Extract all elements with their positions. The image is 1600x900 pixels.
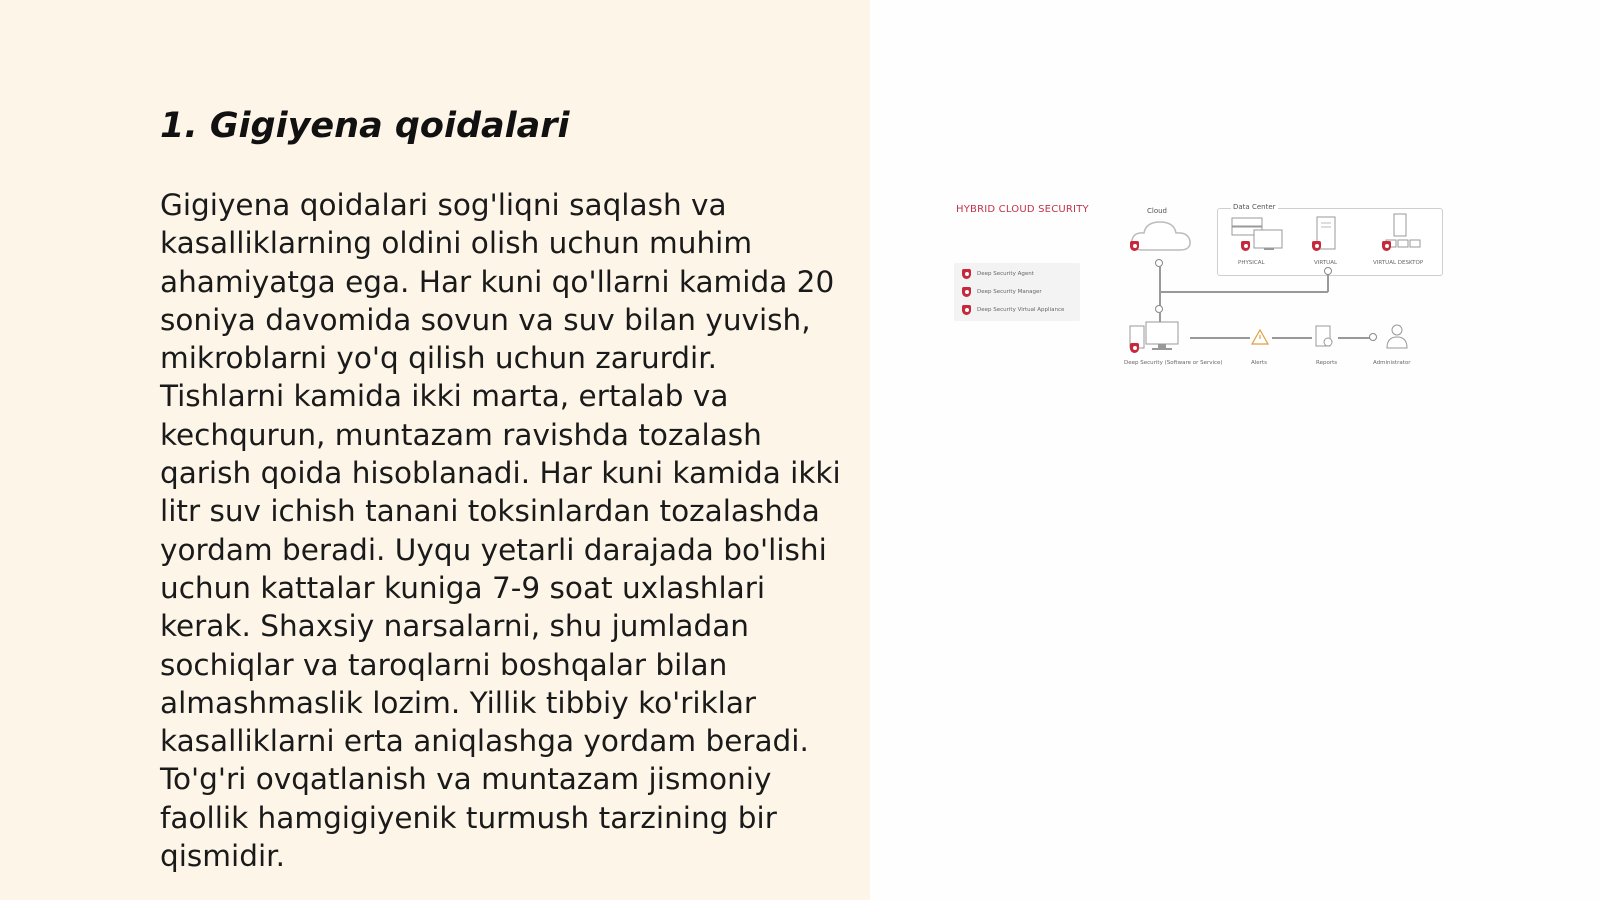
- shield-icon: [1130, 241, 1139, 251]
- connector-line: [1160, 291, 1328, 293]
- legend-item: Deep Security Virtual Appliance: [962, 303, 1064, 317]
- alerts-label: Alerts: [1251, 360, 1267, 366]
- shield-icon: [962, 269, 971, 279]
- slide-title: 1. Gigiyena qoidalari: [160, 106, 570, 146]
- legend-item: Deep Security Agent: [962, 267, 1034, 281]
- connector-line: [1159, 266, 1161, 306]
- administrator-label: Administrator: [1373, 360, 1411, 366]
- connector-node: [1324, 267, 1332, 275]
- shield-icon: [962, 287, 971, 297]
- image-panel: [870, 0, 1600, 900]
- connector-line: [1338, 337, 1372, 339]
- shield-icon: [1382, 241, 1391, 251]
- server-icon: [1230, 216, 1290, 252]
- connector-line: [1327, 273, 1329, 292]
- connector-line: [1190, 337, 1250, 339]
- data-center-label: Data Center: [1233, 203, 1276, 211]
- reports-label: Reports: [1316, 360, 1338, 366]
- deep-security-label: Deep Security (Software or Service): [1124, 360, 1223, 366]
- shield-icon: [962, 305, 971, 315]
- administrator-icon: [1384, 322, 1410, 350]
- diagram-heading: HYBRID CLOUD SECURITY: [956, 204, 1089, 215]
- cloud-label: Cloud: [1147, 207, 1167, 215]
- connector-line: [1272, 337, 1312, 339]
- shield-icon: [1130, 343, 1139, 353]
- diagram-legend: [954, 263, 1080, 321]
- alert-icon: [1250, 328, 1270, 346]
- legend-item: Deep Security Manager: [962, 285, 1042, 299]
- shield-icon: [1241, 241, 1250, 251]
- shield-icon: [1312, 241, 1321, 251]
- slide-body-text: Gigiyena qoidalari sog'liqni saqlash va kasalliklarning oldini olish uchun muhim ahamiyatga ega. Har kuni qo'llarni kamida 20 soniya davomida sovun va suv bilan yuvish, mikroblarni yo'q qilish uchun zarurdir. Tishlarni kamida ikki marta, ertalab va kechqurun, muntazam ravishda tozalash qarish qoida hisoblanadi. Har kuni kamida ikki litr suv ichish tanani toksinlardan tozalashda yordam beradi. Uyqu yetarli darajada bo'lishi uchun kattalar kuniga 7-9 soat uxlashlari kerak. Shaxsiy narsalarni, shu jumladan sochiqlar va taroqlarni boshqalar bilan almashmaslik lozim. Yillik tibbiy ko'riklar kasalliklarni erta aniqlashga yordam beradi. To'g'ri ovqatlanish va muntazam jismoniy faollik hamgigiyenik turmush tarzining bir qismidir.: [160, 188, 841, 874]
- connector-node: [1369, 333, 1377, 341]
- report-icon: [1312, 324, 1336, 350]
- hybrid-cloud-security-diagram: HYBRID CLOUD SECURITY Deep Security Agent Deep Security Manager Deep Security Virtual Appliance Cloud Data Center PHYSICAL VIRTUAL VIRTUAL DESKTOP Deep Security (Software or Service) Alerts Reports Administrator: [950, 198, 1450, 388]
